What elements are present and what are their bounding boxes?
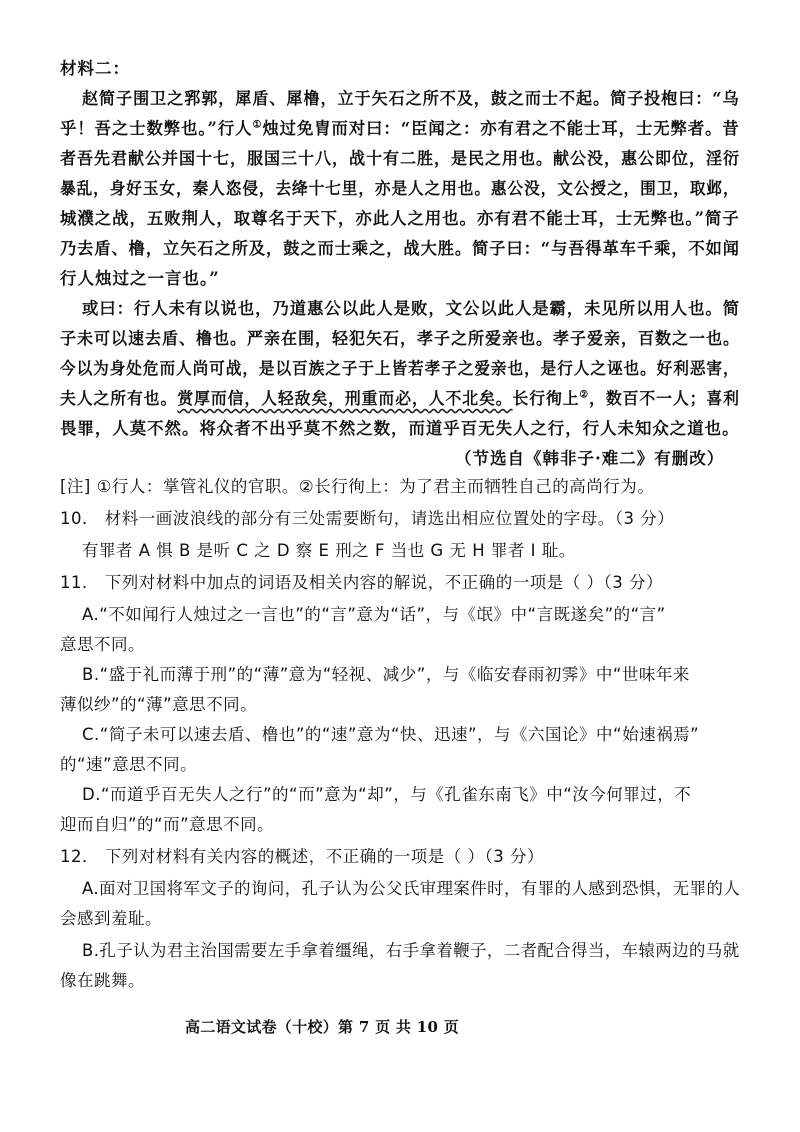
footnote-marker: ②	[579, 389, 590, 401]
option-b-cont: 薄似纱”的“薄”意思不同。	[60, 695, 258, 714]
footnote-marker: ①	[252, 119, 263, 131]
commentary-line: 或曰：行人未有以说也，乃道惠公以此人是败，文公以此人是霸，未见所以用人也。简	[82, 299, 741, 318]
option-a-cont: 会感到羞耻。	[60, 909, 162, 928]
option-b-cont: 像在跳舞。	[60, 971, 145, 990]
material-label: 材料二：	[60, 59, 130, 78]
page-footer: 高二语文试卷（十校）第 7 页 共 10 页	[185, 1018, 460, 1036]
question-10-text: 有罪者 A 惧 B 是听 C 之 D 察 E 刑之 F 当也 G 无 H 罪者 I 耻。	[82, 541, 576, 560]
option-c-cont: 的“速”意思不同。	[60, 755, 198, 774]
question-12-stem: 12． 下列对材料有关内容的概述，不正确的一项是（ ）（3 分）	[60, 847, 544, 866]
option-a: A.“不如闻行人烛过之一言也”的“言”意为“话”，与《氓》中“言既遂矣”的“言”	[82, 605, 666, 624]
passage-line: 乃去盾、橹，立矢石之所及，鼓之而士乘之，战大胜。简子曰：“与吾得革车千乘，不如闻	[60, 239, 740, 258]
option-b: B.“盛于礼而薄于刑”的“薄”意为“轻视、减少”，与《临安春雨初霁》中“世味年来	[82, 665, 690, 684]
commentary-line: 畏罪，人莫不然。将众者不出乎莫不然之数，而道乎百无失人之行，行人未知众之道也。	[60, 419, 740, 438]
option-d: D.“而道乎百无失人之行”的“而”意为“却”，与《孔雀东南飞》中“汝今何罪过，不	[82, 785, 692, 804]
passage-line: 者吾先君献公并国十七，服国三十八，战十有二胜，是民之用也。献公没，惠公即位，淫衍	[60, 149, 740, 168]
passage-line: 城濮之战，五败荆人，取尊名于天下，亦此人之用也。亦有君不能士耳，士无弊也。”简子	[60, 209, 740, 228]
option-a: A.面对卫国将军文子的询问，孔子认为公父氏审理案件时，有罪的人感到恐惧，无罪的人	[82, 879, 741, 898]
wavy-underlined-text: 赏厚而信，人轻敌矣，刑重而必，人不北矣。	[177, 389, 513, 408]
option-c: C.“简子未可以速去盾、橹也”的“速”意为“快、迅速”，与《六国论》中“始速祸焉”	[82, 725, 700, 744]
footnote: [注] ①行人：掌管礼仪的官职。②长行徇上：为了君主而牺牲自己的高尚行为。	[60, 477, 655, 496]
question-10-stem: 10． 材料一画波浪线的部分有三处需要断句，请选出相应位置处的字母。（3 分）	[60, 509, 675, 528]
passage-line: 赵简子围卫之郛郭，犀盾、犀橹，立于矢石之所不及，鼓之而士不起。简子投枹曰：“乌	[82, 89, 740, 108]
option-b: B.孔子认为君主治国需要左手拿着缰绳，右手拿着鞭子，二者配合得当，车辕两边的马就	[82, 941, 740, 960]
question-11-stem: 11． 下列对材料中加点的词语及相关内容的解说，不正确的一项是（ ）（3 分）	[60, 573, 663, 592]
commentary-line: 今以为身处危而人尚可战，是以百族之子于上皆若孝子之爱亲也，是行人之诬也。好利恶害，	[60, 359, 740, 378]
option-d-cont: 迎而自归”的“而”意思不同。	[60, 815, 275, 834]
passage-line: 暴乱，身好玉女，秦人恣侵，去绛十七里，亦是人之用也。惠公没，文公授之，围卫，取邺，	[60, 179, 740, 198]
source-citation: （节选自《韩非子·难二》有删改）	[455, 449, 725, 468]
commentary-line: 夫人之所有也。赏厚而信，人轻敌矣，刑重而必，人不北矣。长行徇上②，数百不一人；喜利	[60, 389, 740, 408]
passage-line: 行人烛过之一言也。”	[60, 269, 220, 288]
commentary-line: 子未可以速去盾、橹也。严亲在围，轻犯矢石，孝子之所爱亲也。孝子爱亲，百数之一也。	[60, 329, 740, 348]
option-a-cont: 意思不同。	[60, 635, 145, 654]
passage-line: 乎！吾之士数弊也。”行人①烛过免胄而对曰：“臣闻之：亦有君之不能士耳，士无弊者。昔	[60, 119, 740, 138]
